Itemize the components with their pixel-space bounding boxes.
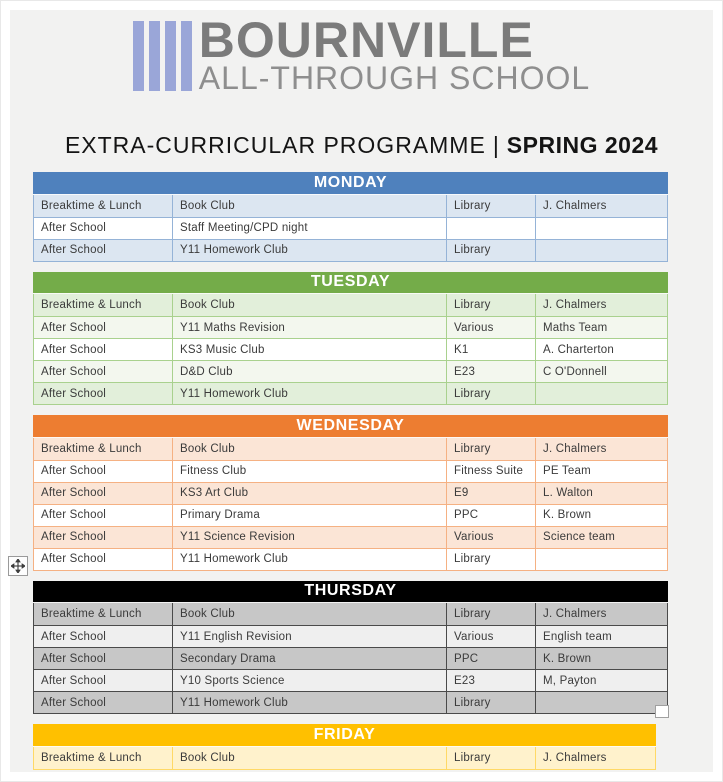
table-row [34, 691, 667, 713]
cell-session[interactable]: After School [41, 696, 107, 709]
cell-staff[interactable] [535, 383, 667, 404]
cell-activity[interactable]: Y10 Sports Science [172, 670, 446, 691]
cell-location[interactable]: Library [446, 603, 535, 625]
cell-location[interactable]: Library [446, 195, 535, 217]
cell-location[interactable] [446, 218, 535, 239]
cell-staff[interactable]: PE Team [535, 461, 667, 482]
cell-session[interactable]: After School [41, 222, 107, 234]
cell-staff[interactable]: L. Walton [535, 483, 667, 504]
cell-activity[interactable]: Y11 Homework Club [172, 549, 446, 570]
table-row [34, 504, 667, 526]
day-section-wednesday [33, 415, 668, 571]
table-row [34, 625, 667, 647]
cell-location[interactable]: Library [446, 383, 535, 404]
cell-session[interactable]: After School [41, 553, 107, 565]
table-row [34, 294, 667, 316]
table-row [34, 217, 667, 239]
cell-activity[interactable]: Primary Drama [172, 505, 446, 526]
table-row [34, 438, 667, 460]
day-rows [33, 195, 668, 262]
cell-session[interactable]: After School [41, 244, 107, 256]
logo-title: BOURNVILLE [198, 12, 534, 68]
day-section-thursday [33, 581, 668, 715]
cell-activity[interactable]: Book Club [172, 294, 446, 316]
day-rows [33, 603, 668, 714]
cell-location[interactable]: E23 [446, 361, 535, 382]
cell-session[interactable]: Breaktime & Lunch [41, 751, 142, 764]
cell-location[interactable]: Library [446, 294, 535, 316]
cell-staff[interactable] [535, 549, 667, 570]
cell-location[interactable]: E23 [446, 670, 535, 691]
cell-staff[interactable]: K. Brown [535, 648, 667, 669]
cell-session[interactable]: After School [41, 509, 107, 521]
cell-activity[interactable]: Secondary Drama [172, 648, 446, 669]
cell-staff[interactable]: English team [535, 626, 667, 647]
cell-session[interactable]: After School [41, 321, 107, 334]
cell-staff[interactable]: J. Chalmers [535, 294, 667, 316]
cell-session[interactable]: After School [41, 365, 107, 378]
day-header-monday[interactable]: MONDAY [33, 172, 668, 195]
cell-location[interactable]: Various [446, 317, 535, 338]
move-cross-icon [11, 559, 25, 573]
cell-session[interactable]: Breaktime & Lunch [41, 442, 142, 455]
cell-staff[interactable]: Maths Team [535, 317, 667, 338]
cell-staff[interactable]: J. Chalmers [535, 195, 667, 217]
cell-location[interactable]: Library [446, 438, 535, 460]
table-move-handle[interactable] [8, 556, 28, 576]
cell-session[interactable]: Breaktime & Lunch [41, 608, 142, 620]
cell-activity[interactable]: Staff Meeting/CPD night [172, 218, 446, 239]
cell-activity[interactable]: Y11 Science Revision [172, 527, 446, 548]
cell-activity[interactable]: Fitness Club [172, 461, 446, 482]
table-row [34, 239, 667, 261]
cell-activity[interactable]: Book Club [172, 603, 446, 625]
cell-staff[interactable] [535, 692, 667, 713]
page-title-main: EXTRA-CURRICULAR PROGRAMME [64, 132, 486, 158]
day-section-monday [33, 172, 668, 262]
cell-location[interactable]: Library [446, 692, 535, 713]
cell-activity[interactable]: Book Club [172, 195, 446, 217]
cell-location[interactable]: Various [446, 527, 535, 548]
day-rows [33, 438, 668, 571]
logo-bars-icon [133, 21, 192, 91]
cell-session[interactable]: After School [41, 387, 107, 400]
school-logo [10, 10, 713, 94]
cell-location[interactable]: E9 [446, 483, 535, 504]
day-header-wednesday[interactable]: WEDNESDAY [33, 415, 668, 438]
timetable [33, 172, 668, 770]
page-title [10, 131, 713, 159]
page-title-term: SPRING 2024 [506, 132, 659, 158]
cell-location[interactable]: Library [446, 549, 535, 570]
cell-location[interactable]: Fitness Suite [446, 461, 535, 482]
table-row [34, 603, 667, 625]
cell-staff[interactable]: C O'Donnell [535, 361, 667, 382]
cell-session[interactable]: After School [41, 531, 107, 543]
logo-subtitle: ALL-THROUGH SCHOOL [198, 60, 591, 96]
table-resize-handle[interactable] [655, 705, 669, 718]
cell-session[interactable]: After School [41, 465, 107, 477]
table-row [34, 195, 667, 217]
table-row [34, 316, 667, 338]
day-header-tuesday[interactable]: TUESDAY [33, 272, 668, 295]
cell-activity[interactable]: D&D Club [172, 361, 446, 382]
cell-location[interactable]: K1 [446, 339, 535, 360]
day-header-friday[interactable]: FRIDAY [33, 724, 656, 747]
cell-session[interactable]: After School [41, 343, 107, 356]
cell-session[interactable]: After School [41, 630, 107, 643]
table-row [34, 647, 667, 669]
cell-activity[interactable]: Y11 Homework Club [172, 383, 446, 404]
cell-session[interactable]: After School [41, 674, 107, 687]
cell-activity[interactable]: Y11 Homework Club [172, 692, 446, 713]
cell-staff[interactable]: J. Chalmers [535, 603, 667, 625]
day-rows [33, 294, 668, 405]
cell-activity[interactable]: KS3 Music Club [172, 339, 446, 360]
page-title-separator: | [492, 132, 500, 158]
table-row [34, 526, 667, 548]
logo-text [198, 12, 591, 96]
cell-location[interactable]: Various [446, 626, 535, 647]
table-row [34, 669, 667, 691]
cell-session[interactable]: After School [41, 652, 107, 665]
cell-session[interactable]: After School [41, 487, 107, 499]
cell-activity[interactable]: Y11 Homework Club [172, 240, 446, 261]
table-row [34, 548, 667, 570]
cell-activity[interactable]: KS3 Art Club [172, 483, 446, 504]
cell-staff[interactable]: Science team [535, 527, 667, 548]
table-row [34, 482, 667, 504]
cell-staff[interactable]: J. Chalmers [535, 438, 667, 460]
cell-location[interactable]: PPC [446, 505, 535, 526]
day-header-thursday[interactable]: THURSDAY [33, 581, 668, 604]
cell-activity[interactable]: Y11 English Revision [172, 626, 446, 647]
table-row [34, 460, 667, 482]
day-section-friday [33, 724, 656, 770]
cell-activity[interactable]: Book Club [172, 747, 446, 769]
table-row [34, 747, 655, 769]
day-section-tuesday [33, 272, 668, 406]
table-row [34, 360, 667, 382]
cell-location[interactable]: Library [446, 747, 535, 769]
cell-activity[interactable]: Book Club [172, 438, 446, 460]
cell-staff[interactable]: M, Payton [535, 670, 667, 691]
cell-staff[interactable]: A. Charterton [535, 339, 667, 360]
cell-session[interactable]: Breaktime & Lunch [41, 199, 142, 212]
cell-session[interactable]: Breaktime & Lunch [41, 299, 142, 311]
cell-staff[interactable] [535, 218, 667, 239]
table-row [34, 382, 667, 404]
cell-staff[interactable]: J. Chalmers [535, 747, 655, 769]
day-rows [33, 747, 656, 770]
page-canvas [10, 10, 713, 772]
cell-staff[interactable]: K. Brown [535, 505, 667, 526]
cell-location[interactable]: Library [446, 240, 535, 261]
table-row [34, 338, 667, 360]
cell-activity[interactable]: Y11 Maths Revision [172, 317, 446, 338]
cell-staff[interactable] [535, 240, 667, 261]
cell-location[interactable]: PPC [446, 648, 535, 669]
